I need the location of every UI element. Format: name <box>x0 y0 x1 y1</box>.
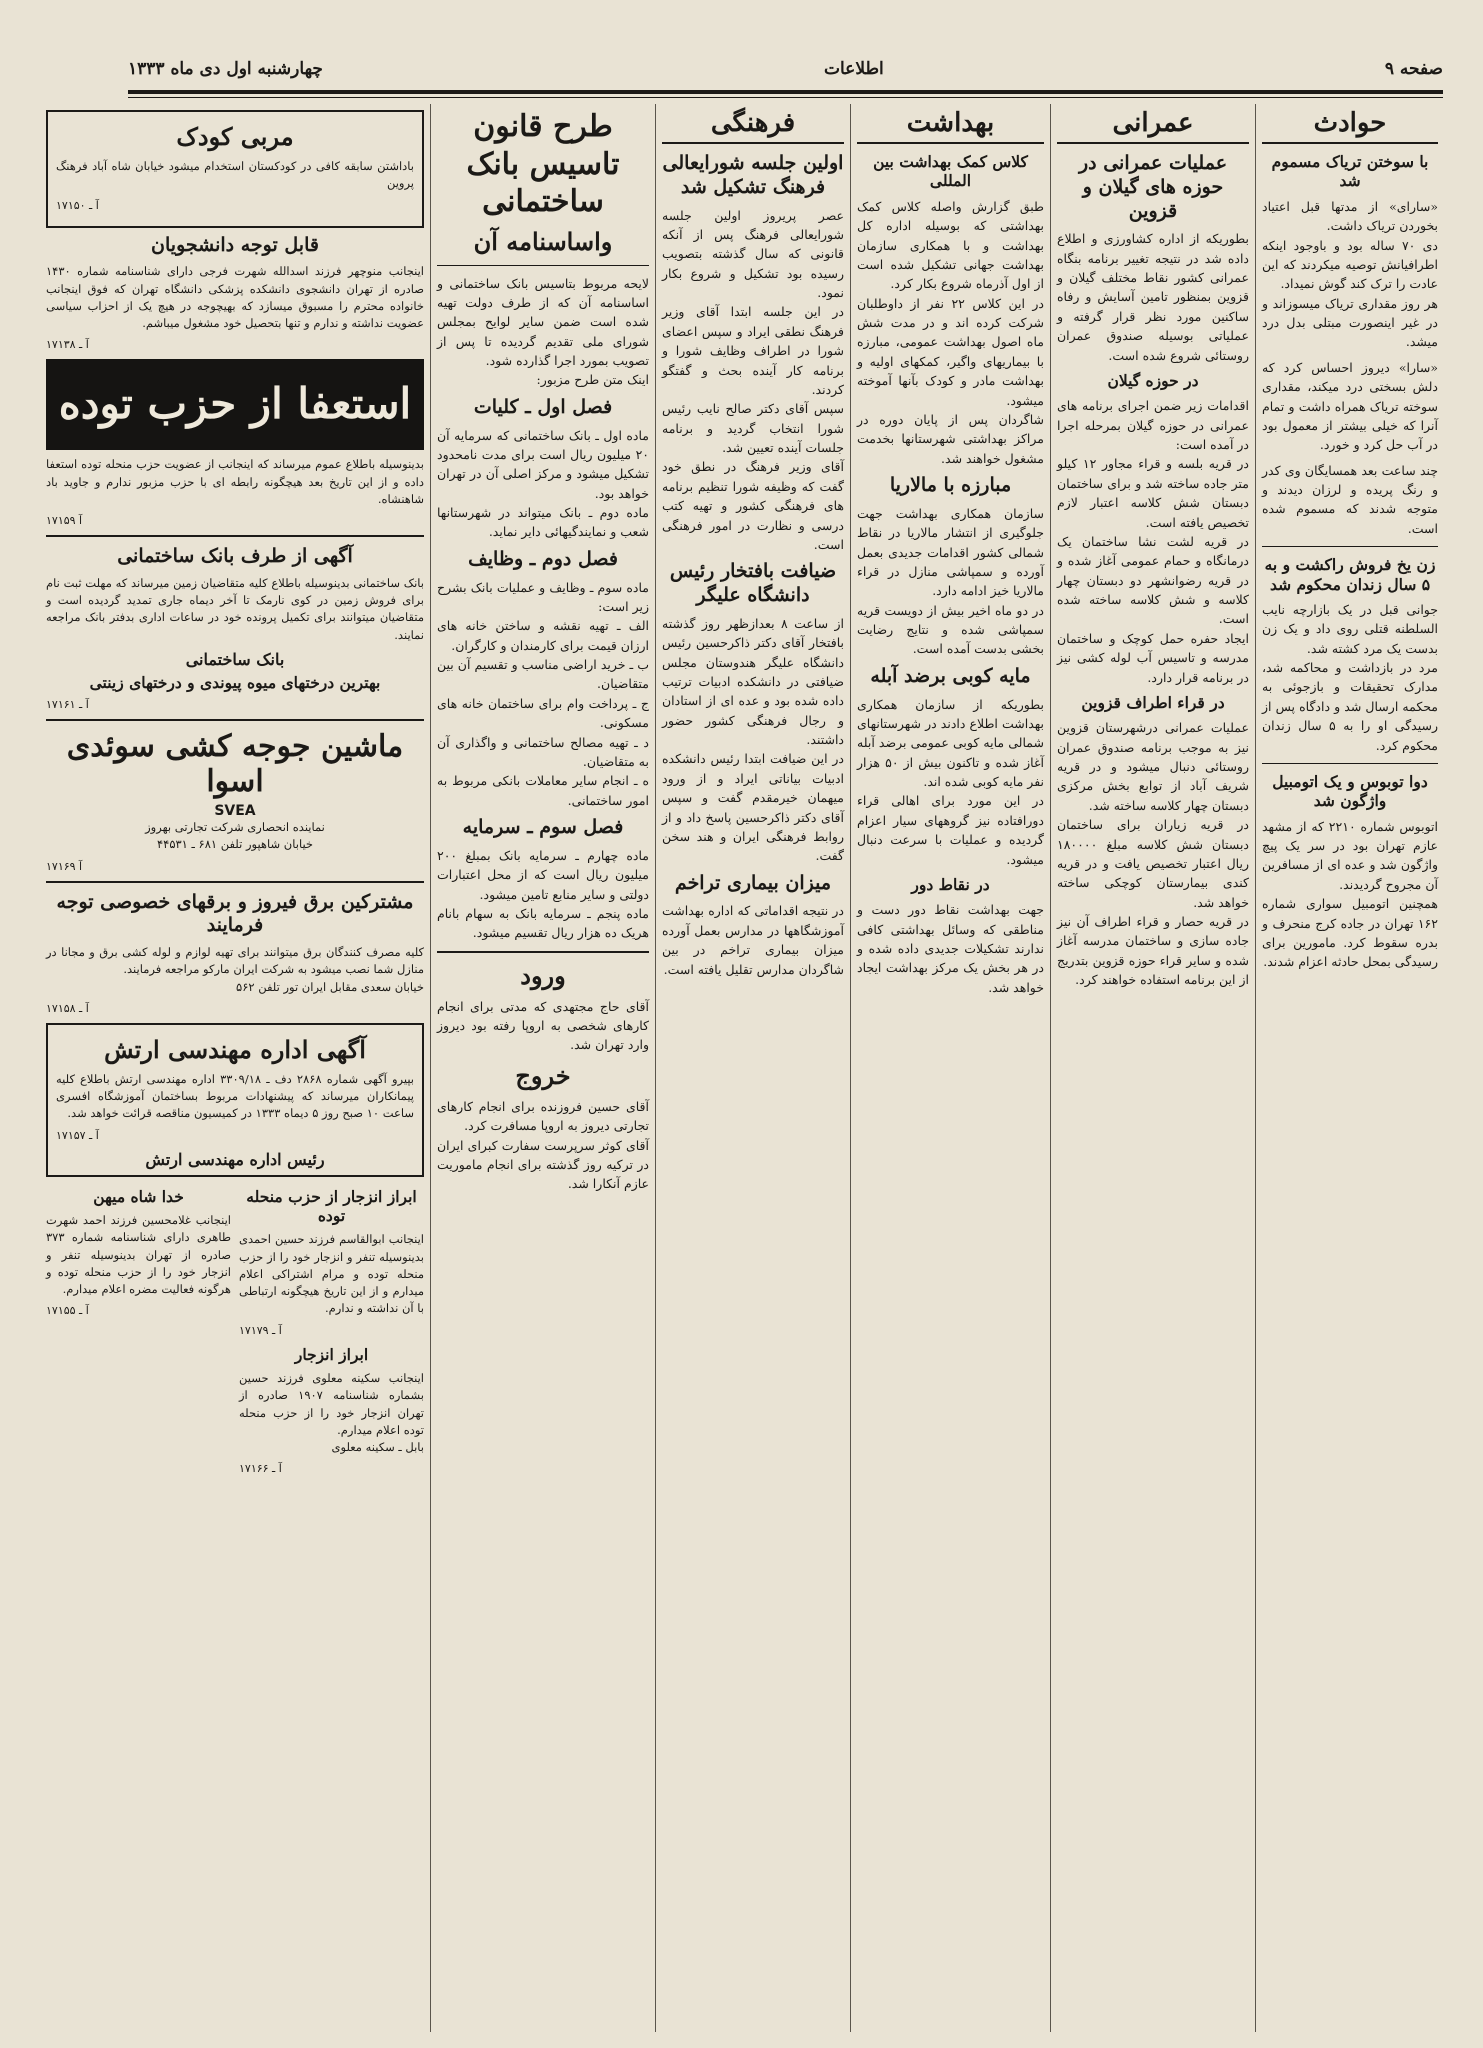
health-column <box>851 104 1050 2032</box>
article-subheading: در نقاط دور <box>911 874 990 894</box>
article-body: در نتیجه اقداماتی که اداره بهداشت آموزشگاهها در مدارس بعمل آورده میزان بیماری تراخم در بین شاگردان مدارس تقلیل یافته است. <box>662 903 844 977</box>
article-body: آقای حسین فروزنده برای انجام کارهای تجارتی دیروز به اروپا مسافرت کرد. آقای کوثر سرپرست سفارت کبرای ایران در ترکیه روز گذشته برای انجام ماموریت عازم آنکارا شد. <box>437 1098 649 1192</box>
separator <box>437 951 649 953</box>
ad-text: اینجانب منوچهر فرزند اسدالله شهرت فرجی دارای شناسنامه شماره ۱۴۳۰ صادره از تهران دانشجوی دانشکده پزشکی دانشگاه تهران که فوق اینجانب خانواده محترم را مسبوق میسازد که بهیچوجه در هیچ یک از احزاب سیاسی عضویت نداشته و ندارم و تنها بتحصیل خود مشغول میباشم. <box>46 264 424 330</box>
article-heading: زن یخ فروش راکشت و به ۵ سال زندان محکوم شد <box>1264 555 1436 594</box>
events-column <box>1256 104 1444 2032</box>
section-heading-events: حوادث <box>1262 108 1438 144</box>
article-heading: مبارزه با مالاریا <box>889 474 1012 496</box>
separator <box>1262 546 1438 547</box>
article-body: جهت بهداشت نقاط دور دست و مناطقی که وسائل بهداشتی کافی ندارند تشکیلات جدیدی داده شده و در هر بخش یک مرکز بهداشت ایجاد خواهد شد. <box>857 902 1044 995</box>
article-heading: اولین جلسه شورایعالی فرهنگ تشکیل شد <box>662 152 844 198</box>
ad-title: ابراز انزجار <box>294 1344 369 1364</box>
article-body: عملیات عمرانی درشهرستان قزوین نیز به موجب برنامه صندوق عمران روستائی دنبال میشود و در قریه شریف آباد از توابع بخش مرکزی دبستان چهار کلاسه ساخته شد. در قریه زیاران برای ساختمان دبستان شش کلاسه مبلغ ۱۸۰۰۰۰ ریال اعتبار تخصیص یافت و در قریه کندی بیمارستان کوچکی ساخته خواهد شد. در قریه حصار و قراء اطراف آن نیز جاده سازی و ساختمان مدرسه آغاز شده و سایر قراء حوزه قزوین بتدریج از این برنامه استفاده خواهند کرد. <box>1057 720 1249 988</box>
article-heading: میزان بیماری تراخم <box>674 871 832 894</box>
article-heading: دوا توبوس و یک اتومبیل واژگون شد <box>1272 771 1428 811</box>
ads-column <box>40 104 430 2032</box>
bank-law-column <box>431 104 655 2032</box>
separator <box>46 881 424 883</box>
ad-signature: رئیس اداره مهندسی ارتش <box>145 1149 325 1169</box>
ad-signature: بانک ساختمانی <box>185 649 285 669</box>
ad-number: آ ـ ۱۷۱۵۵ <box>46 1304 89 1318</box>
separator <box>437 265 649 266</box>
ad-god-shah-homeland <box>46 1183 231 1484</box>
section-heading-health: بهداشت <box>857 108 1044 144</box>
ad-number: آ ـ ۱۷۱۶۶ <box>239 1462 282 1476</box>
article-headline: طرح قانون تاسیس بانک ساختمانی <box>466 109 620 219</box>
article-body: از ساعت ۸ بعدازظهر روز گذشته بافتخار آقای دکتر ذاکرحسین رئیس دانشگاه علیگر هندوستان مجلس ضیافتی در دانشکده ادبیات ترتیب داده شده بود و عده ای از استادان و رجال فرهنگی کشور حضور داشتند. در این ضیافت ابتدا رئیس دانشکده ادبیات بیاناتی ایراد و از ورود میهمان خیرمقدم گفت و سپس آقای دکتر ذاکرحسین پاسخ داد و از روابط فرهنگی ایران و هند سخن گفت. <box>662 615 844 864</box>
article-body: بطوریکه از سازمان همکاری بهداشت اطلاع دادند در شهرستانهای شمالی مایه کوبی عمومی برضد آبله آغاز شده و تاکنون بیش از ۵۰ هزار نفر مایه کوبی شده اند. در این مورد برای اهالی قراء دورافتاده نیز گروههای سیار اعزام گردیده و عملیات با سرعت دنبال میشود. <box>857 696 1044 867</box>
ad-title: مربی کودک <box>176 122 294 151</box>
ad-number: آ ـ ۱۷۱۳۸ <box>46 338 89 352</box>
article-body: سازمان همکاری بهداشت جهت جلوگیری از انتشار مالاریا در نقاط شمالی کشور اقدامات جدیدی بعمل آورده و سمپاشی منازل در قراء مالاریا خیز ادامه دارد. در دو ماه اخیر بیش از دویست قریه سمپاشی شده و نتایج رضایت بخشی بدست آمده است. <box>857 505 1044 657</box>
ad-number: آ ـ ۱۷۱۵۰ <box>56 198 99 212</box>
article-heading: با سوختن تریاک مسموم شد <box>1271 152 1429 191</box>
ad-title: آگهی از طرف بانک ساختمانی <box>117 545 353 567</box>
chapter-heading: فصل اول ـ کلیات <box>473 395 613 418</box>
article-subheadline: واساسنامه آن <box>473 226 613 256</box>
article-body: چند ساعت بعد همسایگان وی کدر و رنگ پریده و لرزان دیدند و متوجه شدند که مسموم شده است. <box>1262 462 1438 536</box>
article-subheading: در قراء اطراف قزوین <box>1081 692 1225 712</box>
ad-title: خدا شاه میهن <box>93 1186 184 1206</box>
article-heading: کلاس کمک بهداشت بین المللی <box>873 152 1028 191</box>
masthead-rule-thin <box>128 97 1443 98</box>
article-body: ماده چهارم ـ سرمایه بانک بمبلغ ۲۰۰ میلیون ریال است که از محل اعتبارات دولتی و سایر منابع تامین میشود. ماده پنجم ـ سرمایه بانک به سهام بانام هریک ده هزار ریال تقسیم میشود. <box>437 847 649 941</box>
ad-text: اینجانب غلامحسین فرزند احمد شهرت طاهری دارای شناسنامه شماره ۳۷۳ صادره از تهران بدینوسیله تنفر و انزجار خود را از حزب منحله توده و هرگونه فعالیت مضره اعلام میدارم. <box>46 1213 231 1296</box>
article-body: اقدامات زیر ضمن اجرای برنامه های عمرانی در حوزه گیلان بمرحله اجرا در آمده است: در قریه بلسه و قراء مجاور ۱۲ کیلو متر جاده ساخته شد و برای ساختمان دبستان شش کلاسه اعتبار لازم تخصیص یافته است. در قریه لشت نشا ساختمان یک درمانگاه و حمام عمومی آغاز شده و در قریه رضوانشهر دو دبستان چهار کلاسه و شش کلاسه ساخته شده است. ایجاد حفره حمل کوچک و ساختمان مدرسه و تاسیس آب لوله کشی نیز در برنامه قرار دارد. <box>1057 398 1249 685</box>
article-body: اتوبوس شماره ۲۲۱۰ که از مشهد عازم تهران بود در سر یک پیچ واژگون شد و عده ای از مسافرین آن مجروح گردیدند. همچنین اتومبیل سواری شماره ۱۶۲ تهران در جاده کرج منحرف و بدره سقوط کرد. مامورین برای رسیدگی بمحل حادثه اعزام شدند. <box>1262 818 1438 970</box>
urban-column <box>1051 104 1255 2032</box>
ad-title: بهترین درختهای میوه پیوندی و درختهای زینتی <box>89 672 381 692</box>
article-body: «سارا» دیروز احساس کرد که دلش بسختی درد میکند، مقداری سوخته تریاک همراه داشت و تمام آنرا که خیلی بیشتر از معمول بود در آب حل کرد و خورد. <box>1262 359 1438 453</box>
article-body: ماده اول ـ بانک ساختمانی که سرمایه آن ۲۰ میلیون ریال است برای مدت نامحدود تشکیل میشود و مرکز اصلی آن در تهران خواهد بود. ماده دوم ـ بانک میتواند در شهرستانها شعب و نمایندگیهائی دایر نماید. <box>437 427 649 540</box>
ad-number: ۱۷۱۵۹ آ <box>46 514 83 527</box>
ad-army-engineering <box>46 1023 424 1177</box>
article-heading: مایه کوبی برضد آبله <box>870 664 1031 687</box>
article-heading: ضیافت بافتخار رئیس دانشگاه علیگر <box>669 560 837 606</box>
article-body: لایحه مربوط بتاسیس بانک ساختمانی و اساسنامه آن که از طرف دولت تهیه شده است ضمن سایر لوایح بمجلس شورای ملی تقدیم گردیده تا پس از تصویب بمورد اجرا گذارده شود. اینک متن طرح مزبور: <box>437 275 649 388</box>
article-body: عصر پریروز اولین جلسه شورایعالی فرهنگ پس از آنکه قانونی که سال گذشته بتصویب رسیده بود تشکیل و شروع بکار نمود. در این جلسه ابتدا آقای وزیر فرهنگ نطقی ایراد و سپس اعضای شورا در اطراف وظایف شورا و برنامه کار آینده بحث و گفتگو کردند. سپس آقای دکتر صالح نایب رئیس شورا انتخاب گردید و برنامه جلسات آینده تعیین شد. آقای وزیر فرهنگ در نطق خود گفت که وظیفه شورا تنظیم برنامه های فرهنگی کشور و تهیه کتب درسی و نظارت در امور فرهنگی است. <box>662 207 844 552</box>
ad-text: بپیرو آگهی شماره ۲۸۶۸ دف ـ ۳۳۰۹/۱۸ اداره مهندسی ارتش باطلاع کلیه پیمانکاران میرساند که پیشنهادات مربوط بساختمان آموزشگاه افسری ساعت ۱۰ صبح روز ۵ دیماه ۱۳۳۳ در کمیسیون مناقصه قرائت خواهد شد. <box>56 1071 414 1121</box>
issue-date: چهارشنبه اول دی ماه ۱۳۳۳ <box>128 59 323 79</box>
article-subheading: در حوزه گیلان <box>1107 370 1199 390</box>
ad-anti-tudeh <box>239 1183 424 1484</box>
ad-number: آ ـ ۱۷۱۷۹ <box>239 1323 282 1337</box>
resignation-banner: استعفا از حزب توده <box>46 359 424 450</box>
section-heading-arrivals: ورود <box>520 960 566 990</box>
paper-name: اطلاعات <box>824 59 884 79</box>
article-body: آقای حاج مجتهدی که مدتی برای انجام کارهای شخصی به اروپا رفته بود دیروز وارد تهران شد. <box>437 998 649 1053</box>
ad-text: اینجانب ابوالقاسم فرزند حسین احمدی بدینوسیله تنفر و انزجار خود را از حزب منحله توده و مرام اشتراکی اعلام میدارم و از این تاریخ هیچگونه ارتباطی با آن نداشته و ندارم. <box>239 1232 424 1316</box>
ad-brand: SVEA <box>214 803 256 820</box>
article-body: «سارای» از مدتها قبل اعتیاد بخوردن تریاک داشت. دی ۷۰ ساله بود و باوجود اینکه اطرافیانش توصیه میکردند که این عادت را ترک کند گوش نمیداد. هر روز مقداری تریاک میسوزاند و در غیر اینصورت مبتلی بدل درد میشد. <box>1262 198 1439 350</box>
article-body: بطوریکه از اداره کشاورزی و اطلاع داده شد در نتیجه تغییر برنامه بنگاه عمرانی کشور نقاط مختلف گیلان و قزوین بمنظور تامین آسایش و رفاه ساکنین مورد نظر قرار گرفته و عملیاتی بوسیله صندوق عمران روستائی شروع شده است. <box>1057 231 1249 363</box>
ad-title: مشترکین برق فیروز و برقهای خصوصی توجه فرمایند <box>56 890 414 937</box>
page-number: صفحه ۹ <box>1384 59 1443 79</box>
separator <box>46 719 424 721</box>
ad-title: ابراز انزجار از حزب منحله توده <box>246 1186 417 1225</box>
ad-title: آگهی اداره مهندسی ارتش <box>104 1034 366 1064</box>
article-body: طبق گزارش واصله کلاس کمک بهداشتی که بوسیله اداره کل بهداشت و با همکاری سازمان بهداشت جهانی تشکیل شده است از اول آذرماه شروع بکار کرد. در این کلاس ۲۲ نفر از داوطلبان شرکت کرده اند و در مدت شش ماه اصول بهداشت عمومی، مبارزه با بیماریهای واگیر، کمکهای اولیه و بهداشت مادر و کودک بآنها آموخته میشود. شاگردان پس از پایان دوره در مراکز بهداشتی شهرستانها بخدمت مشغول خواهند شد. <box>857 198 1044 466</box>
section-heading-departures: خروج <box>515 1060 571 1090</box>
ad-text: بدینوسیله باطلاع عموم میرساند که اینجانب از عضویت حزب منحله توده استعفا داده و از این تاریخ بعد هیچگونه رابطه ای با حزب مزبور ندارم و جاوید باد شاهنشاه. <box>46 457 424 506</box>
ad-number: ۱۷۱۶۹ آ <box>46 859 83 873</box>
article-body: جوانی قبل در یک بازارچه نایب السلطنه قتلی روی داد و یک زن بدست یک مرد کشته شد. مرد در بازداشت و محاکمه شد، مدارک تحقیقات و بازجوئی به محکمه ارسال شد و دادگاه پس از رسیدگی او را به ۵ سال زندان محکوم کرد. <box>1262 601 1438 753</box>
chapter-heading: فصل دوم ـ وظایف <box>468 547 618 570</box>
ad-title: ماشین جوجه کشی سوئدی اسوا <box>66 729 404 800</box>
ad-text: بانک ساختمانی بدینوسیله باطلاع کلیه متقاضیان زمین میرساند که مهلت ثبت نام برای فروش زمین در کوی نارمک تا آخر دیماه جاری تمدید گردیده است و متقاضیان میتوانند برای تکمیل پرونده خود در ساعات اداری بدفتر بانک مراجعه نمایند. <box>46 575 424 642</box>
ad-text: کلیه مصرف کنندگان برق میتوانند برای تهیه لوازم و لوله کشی برق و مجانا در منازل شما نصب میشود به شرکت ایران مارکو مراجعه فرمایند. خیابان سعدی مقابل ایران تور تلفن ۵۶۲ <box>46 945 424 994</box>
masthead-rule <box>128 90 1443 94</box>
article-heading: عملیات عمرانی در حوزه های گیلان و قزوین <box>1078 152 1228 222</box>
ad-child-educator <box>46 110 424 228</box>
separator <box>46 535 424 537</box>
section-heading-urban: عمرانی <box>1057 108 1249 144</box>
separator <box>1262 763 1438 764</box>
chapter-heading: فصل سوم ـ سرمایه <box>462 816 624 838</box>
ad-row <box>46 1183 424 1484</box>
section-heading-culture: فرهنگی <box>662 108 844 144</box>
ad-number: آ ـ ۱۷۱۶۱ <box>46 698 89 712</box>
ad-text: نماینده انحصاری شرکت تجارتی بهروز خیابان شاهپور تلفن ۶۸۱ ـ ۴۴۵۳۱ <box>145 820 325 852</box>
article-body: ماده سوم ـ وظایف و عملیات بانک بشرح زیر است: الف ـ تهیه نقشه و ساختن خانه های ارزان قیمت برای کارمندان و کارگران. ب ـ خرید اراضی مناسب و تقسیم آن بین متقاضیان. ج ـ پرداخت وام برای ساختمان خانه های مسکونی. د ـ تهیه مصالح ساختمانی و واگذاری آن به متقاضیان. ه ـ انجام سایر معاملات بانکی مربوط به امور ساختمانی. <box>437 579 649 808</box>
masthead <box>128 52 1443 86</box>
culture-column <box>656 104 850 2032</box>
ad-number: آ ـ ۱۷۱۵۸ <box>46 1001 89 1015</box>
ad-title: قابل توجه دانشجویان <box>151 233 319 256</box>
ad-text: اینجانب سکینه معلوی فرزند حسین بشماره شناسنامه ۱۹۰۷ صادره از تهران انزجار خود را از حزب منحله توده اعلام میدارم. بابل ـ سکینه معلوی <box>239 1371 425 1454</box>
ad-number: آ ـ ۱۷۱۵۷ <box>56 1128 99 1142</box>
ad-text: باداشتن سابقه کافی در کودکستان استخدام میشود خیابان شاه آباد فرهنگ پروین <box>56 159 414 191</box>
